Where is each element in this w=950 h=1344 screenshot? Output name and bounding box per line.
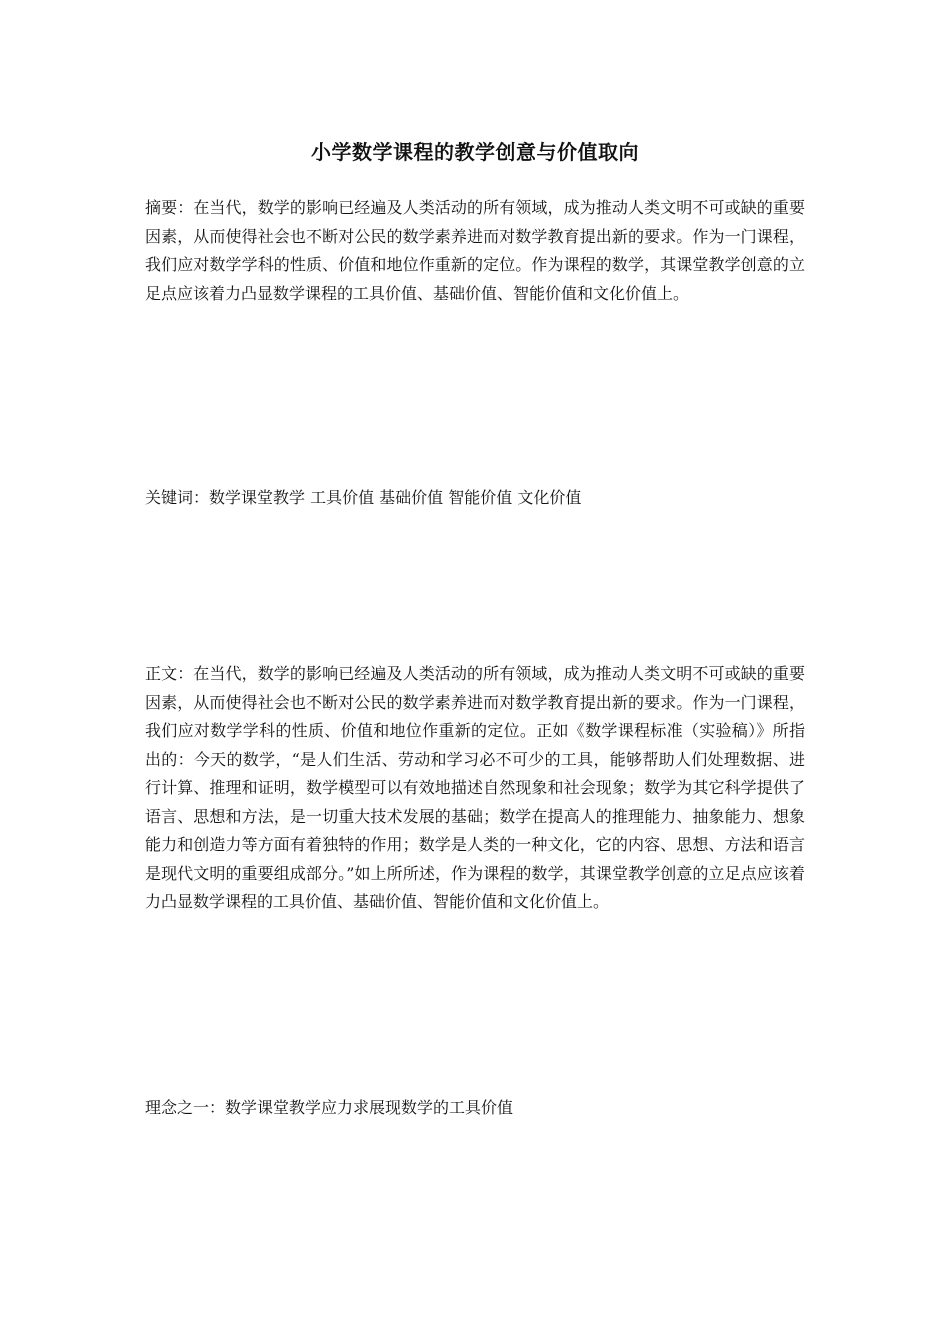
body-paragraph: 正文：在当代，数学的影响已经遍及人类活动的所有领域，成为推动人类文明不可或缺的重要因素，从而使得社会也不断对公民的数学素养进而对数学教育提出新的要求。作为一门课程，我们应对数学学科的性质、价值和地位作重新的定位。正如《数学课程标准（实验稿）》所指出的：今天的数学，“是人们生活、劳动和学习必不可少的工具，能够帮助人们处理数据、进行计算、推理和证明，数学模型可以有效地描述自然现象和社会现象；数学为其它科学提供了语言、思想和方法，是一切重大技术发展的基础；数学在提高人的推理能力、抽象能力、想象能力和创造力等方面有着独特的作用；数学是人类的一种文化，它的内容、思想、方法和语言是现代文明的重要组成部分。”如上所所述，作为课程的数学，其课堂教学创意的立足点应该着力凸显数学课程的工具价值、基础价值、智能价值和文化价值上。	[145, 664, 805, 911]
abstract-paragraph: 摘要：在当代，数学的影响已经遍及人类活动的所有领域，成为推动人类文明不可或缺的重要因素，从而使得社会也不断对公民的数学素养进而对数学教育提出新的要求。作为一门课程，我们应对数学学科的性质、价值和地位作重新的定位。作为课程的数学，其课堂教学创意的立足点应该着力凸显数学课程的工具价值、基础价值、智能价值和文化价值上。	[145, 198, 805, 303]
document-title: 小学数学课程的教学创意与价值取向	[311, 140, 639, 164]
section-heading-idea-one: 理念之一：数学课堂教学应力求展现数学的工具价值	[145, 1098, 514, 1117]
keywords-line: 关键词：数学课堂教学 工具价值 基础价值 智能价值 文化价值	[145, 488, 582, 507]
